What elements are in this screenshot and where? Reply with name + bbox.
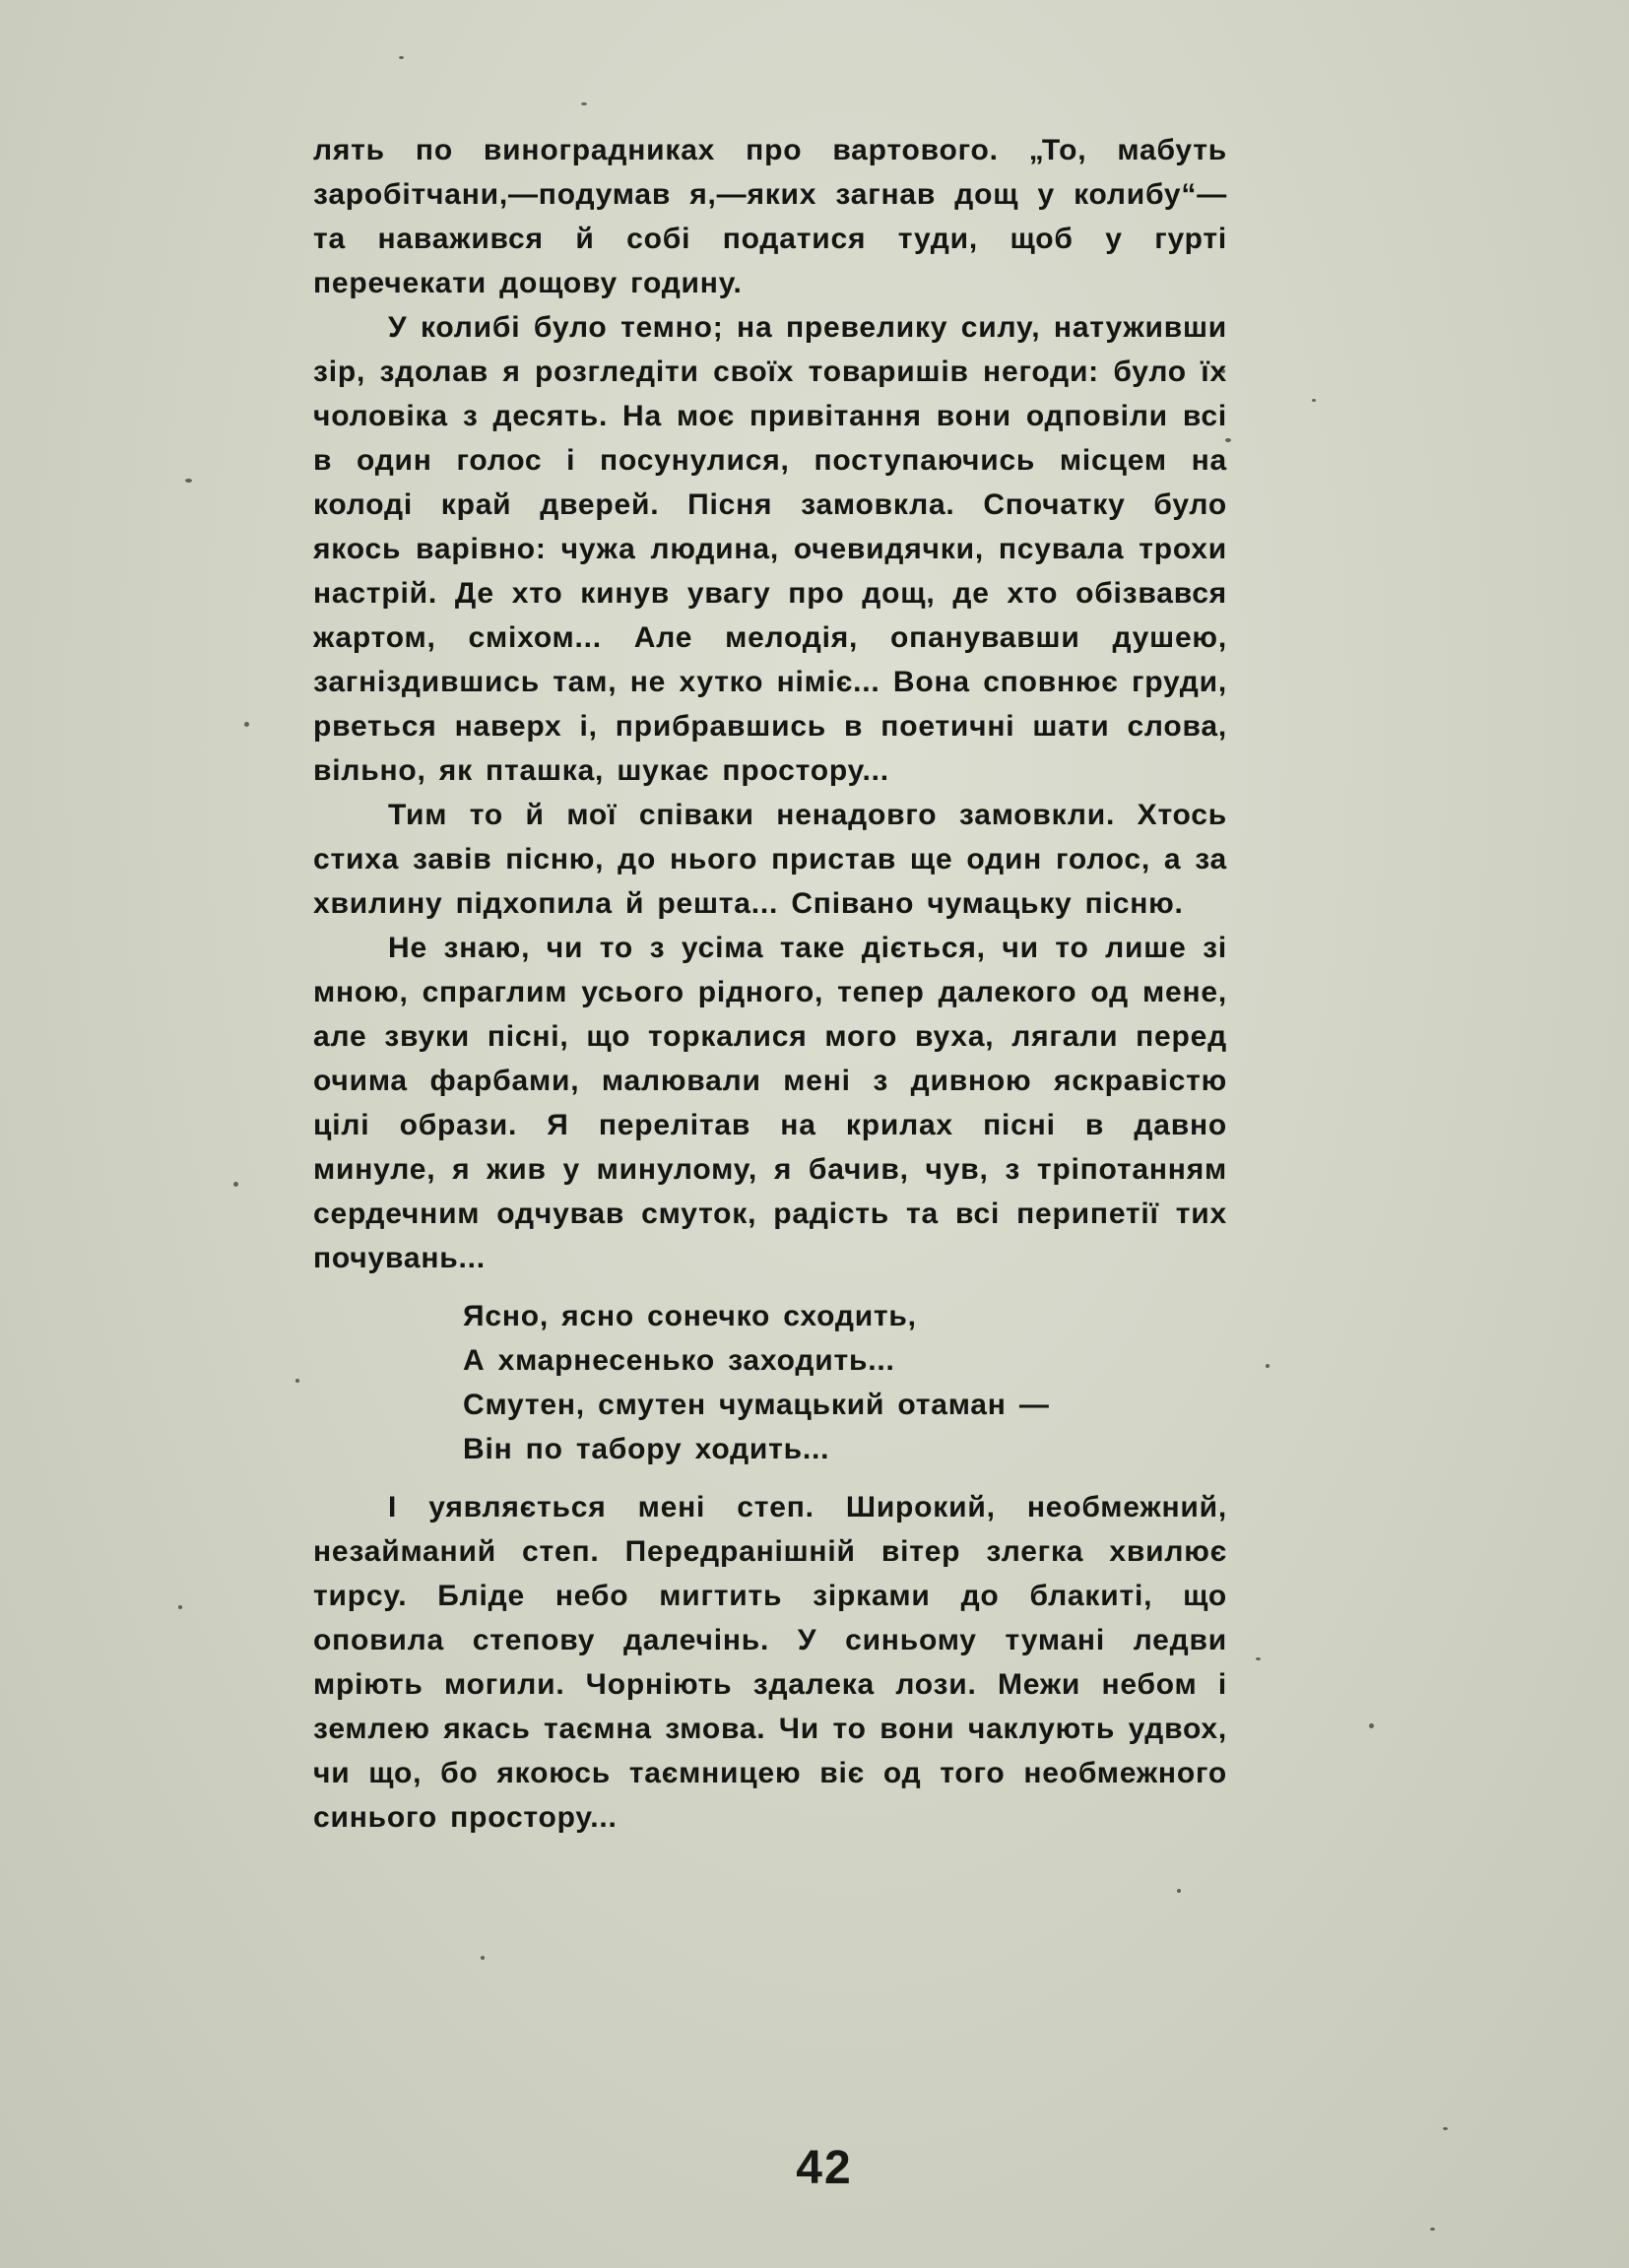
paper-speck [481,1956,485,1960]
paper-speck [233,1182,238,1187]
paper-speck [399,56,404,59]
paper-speck [1369,1723,1374,1728]
verse-line: Він по табору ходить... [463,1433,830,1465]
song-verse [463,1294,1227,1471]
page-number: 42 [796,2142,853,2194]
paper-speck [1256,1657,1261,1660]
paragraph-kolyba: У колибі було темно; на превелику силу, натуживши зір, здолав я розгледіти своїх товаришів негоди: було їх чоловіка з десять. На моє привітання вони одповіли всі в один голос і посунулися, поступаючись місцем на колоді край дверей. Пісня замовкла. Спочатку було якось варівно: чужа людина, очевидячки, псувала трохи настрій. Де хто кинув увагу про дощ, де хто обізвався жартом, сміхом... Але мелодія, опанувавши душею, загніздившись там, не хутко німіє... Вона сповнює груди, рветься наверх і, прибравшись в поетичні шати слова, вільно, як пташка, шукає простору... [313,311,1227,787]
book-text [313,128,1227,1840]
paper-speck [185,479,192,483]
paragraph-singers: Тим то й мої співаки ненадовго замовкли. Хтось стиха завів пісню, до нього пристав ще один голос, а за хвилину підхопила й решта... Співано чумацьку пісню. [313,799,1227,920]
verse-line: Ясно, ясно сонечко сходить, [463,1300,917,1332]
paper-speck [1266,1364,1270,1368]
paper-speck [1430,2228,1435,2231]
verse-line: Смутен, смутен чумацький отаман — [463,1389,1050,1421]
paragraph-steppe: І уявляється мені степ. Широкий, необмежний, незайманий степ. Передранішній вітер злегка хвилює тирсу. Бліде небо мигтить зірками до блакиті, що оповила степову далечінь. У синьому тумані ледви мріють могили. Чорніють здалека лози. Межи небом і землею якась таємна змова. Чи то вони чаклують удвох, чи що, бо якоюсь таємницею віє од того необмежного синього простору... [313,1491,1227,1834]
verse-line: А хмарнесенько заходить... [463,1344,895,1377]
paper-speck [1312,399,1316,402]
paper-speck [295,1379,299,1383]
paper-speck [1443,2127,1448,2130]
paper-speck [1177,1889,1181,1893]
paper-speck [178,1605,182,1609]
paragraph-continuation: лять по виноградниках про вартового. „То, мабуть заробітчани,—подумав я,—яких загнав дощ у колибу“—та наважився й собі податися туди, щоб у гурті перечекати дощову годину. [313,134,1227,299]
paper-speck [244,722,249,727]
paper-speck [581,102,587,105]
paragraph-song-images: Не знаю, чи то з усіма таке діється, чи то лише зі мною, спраглим усього рідного, тепер далекого од мене, але звуки пісні, що торкалися мого вуха, лягали перед очима фарбами, малювали мені з дивною яскравістю цілі образи. Я перелітав на крилах пісні в давно минуле, я жив у минулому, я бачив, чув, з тріпотанням сердечним одчував смуток, радість та всі перипетії тих почувань... [313,932,1227,1274]
